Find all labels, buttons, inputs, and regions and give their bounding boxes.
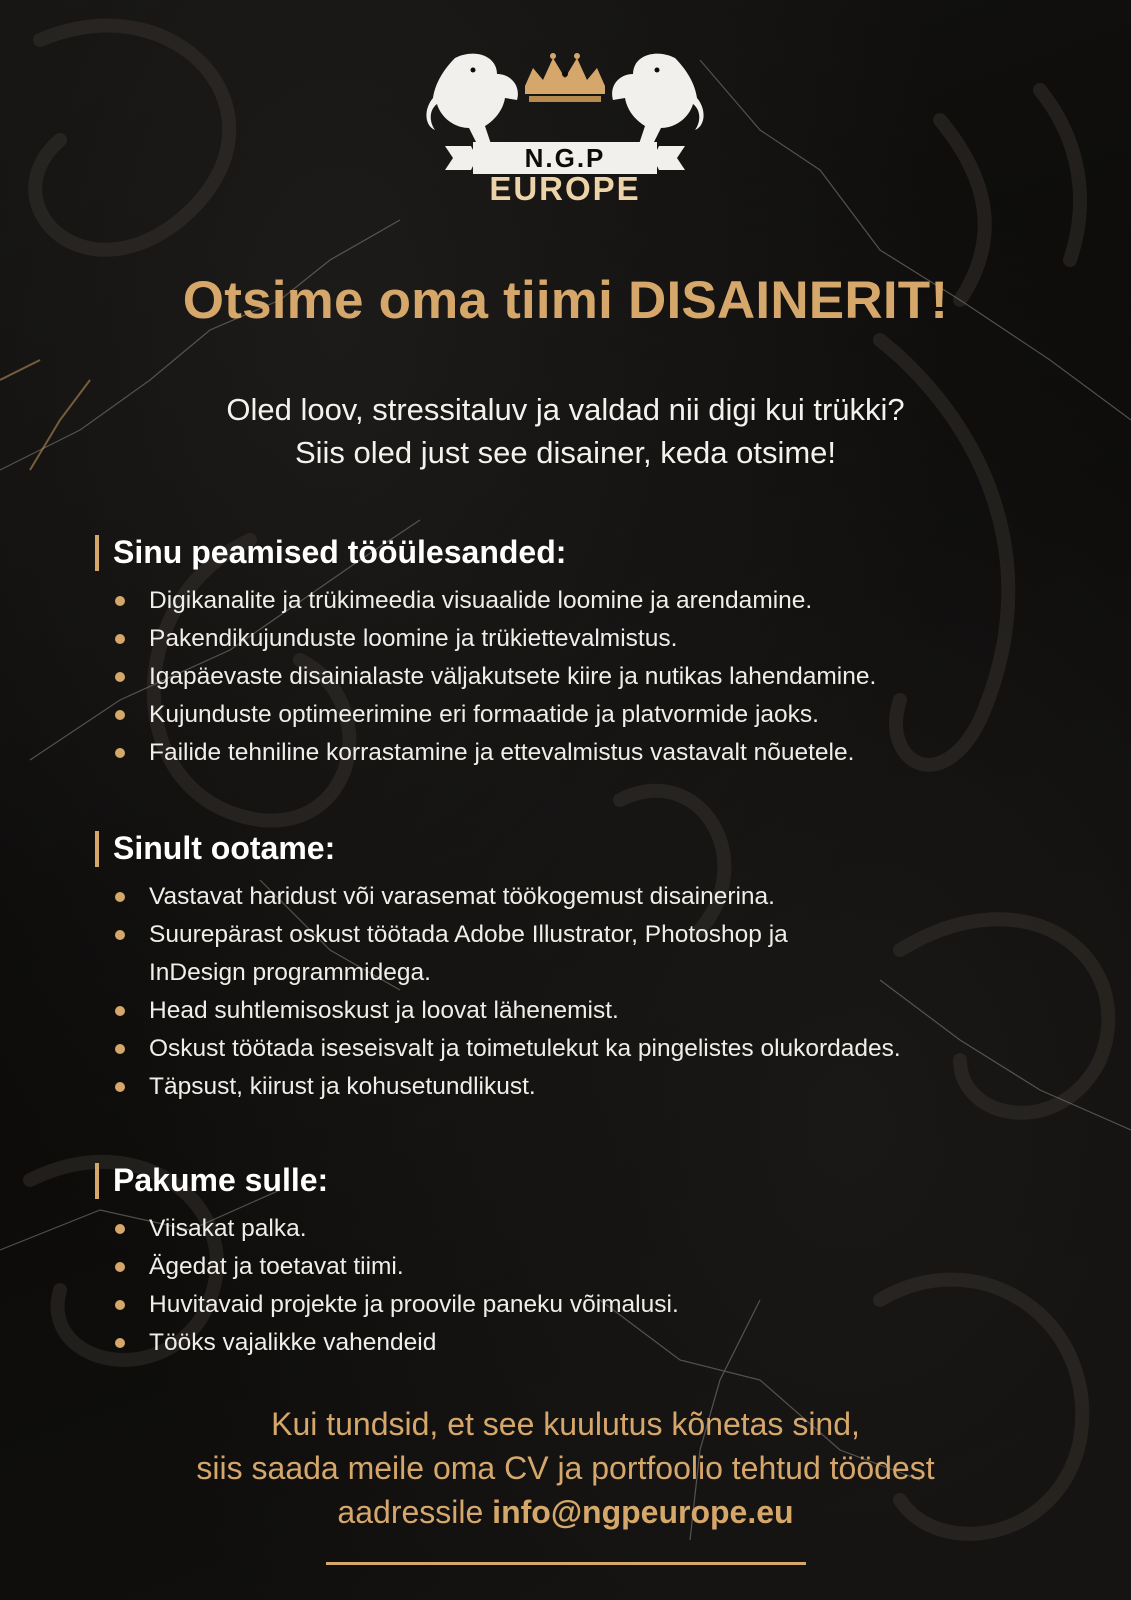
list-item-text: Huvitavaid projekte ja proovile paneku võimalusi. [149,1291,679,1318]
list-item [95,1210,1055,1248]
section-title: Sinult ootame: [113,830,336,866]
list-item-text: Viisakat palka. [149,1215,307,1242]
list-item [95,1030,1055,1068]
bullet-icon [115,710,125,720]
closing-text [0,1402,1131,1534]
list-item-text: Pakendikujunduste loomine ja trükiettevalmistus. [149,625,678,652]
section-title-wrap [95,826,1055,870]
list-item-text: Digikanalite ja trükimeedia visuaalide loomine ja arendamine. [149,587,813,614]
section-tasks [95,530,1055,772]
list-item-text: Igapäevaste disainialaste väljakutsete kiire ja nutikas lahendamine. [149,663,877,690]
section-title-wrap [95,530,1055,574]
logo-line1: N.G.P [524,143,606,173]
list-item [95,658,1055,696]
crown-icon [525,53,605,102]
list-item [95,916,1055,954]
list-item-text: Head suhtlemisoskust ja loovat lähenemist. [149,997,619,1024]
task-list [95,582,1055,772]
intro-text [0,388,1131,474]
list-item [95,878,1055,916]
list-item [95,696,1055,734]
list-item [95,1068,1055,1106]
page-title: Otsime oma tiimi DISAINERIT! [182,271,949,330]
list-item-text: Kujunduste optimeerimine eri formaatide ja platvormide jaoks. [149,701,819,728]
list-item [95,1248,1055,1286]
list-item-text: Failide tehniline korrastamine ja ettevalmistus vastavalt nõuetele. [149,739,855,766]
lion-left-icon [426,54,517,144]
expectation-list [95,878,1055,1106]
section-accent-bar [95,831,99,867]
bottom-divider [326,1562,806,1565]
list-item [95,582,1055,620]
intro-line: Oled loov, stressitaluv ja valdad nii digi kui trükki? [226,392,905,427]
closing-line: Kui tundsid, et see kuulutus kõnetas sind, [271,1406,860,1442]
bullet-icon [115,1300,125,1310]
bullet-icon [115,1082,125,1092]
list-item-text: Ägedat ja toetavat tiimi. [149,1253,404,1280]
section-title: Sinu peamised tööülesanded: [113,534,567,570]
section-accent-bar [95,1163,99,1199]
bullet-icon [115,1262,125,1272]
intro-line: Siis oled just see disainer, keda otsime! [294,435,837,470]
list-item-text: Suurepärast oskust töötada Adobe Illustrator, Photoshop ja [149,921,788,948]
bullet-icon [115,596,125,606]
list-item-text: Vastavat haridust või varasemat töökogemust disainerina. [149,883,775,910]
bullet-icon [115,634,125,644]
list-item [95,620,1055,658]
bullet-icon [115,1338,125,1348]
bullet-icon [115,672,125,682]
list-item [95,992,1055,1030]
bullet-icon [115,748,125,758]
list-item-continuation [95,954,1055,992]
list-item [95,1324,1055,1362]
list-item-text: Oskust töötada iseseisvalt ja toimetulekut ka pingelistes olukordades. [149,1035,901,1062]
list-item-text: InDesign programmidega. [149,959,431,986]
list-item [95,1286,1055,1324]
section-title: Pakume sulle: [113,1162,329,1198]
section-offer [95,1158,1055,1362]
ngp-europe-logo [425,48,705,208]
logo-line2: EUROPE [489,170,641,207]
section-expectations [95,826,1055,1106]
section-title-wrap [95,1158,1055,1202]
bullet-icon [115,1006,125,1016]
list-item-text: Tööks vajalikke vahendeid [149,1329,437,1356]
lion-right-icon [612,54,703,144]
list-item-text: Täpsust, kiirust ja kohusetundlikust. [149,1073,536,1100]
closing-line: siis saada meile oma CV ja portfoolio tehtud töödest [196,1450,935,1486]
closing-prefix: aadressile [337,1494,493,1530]
list-item [95,734,1055,772]
bullet-icon [115,930,125,940]
bullet-icon [115,1044,125,1054]
section-accent-bar [95,535,99,571]
contact-email-link[interactable]: info@ngpeurope.eu [492,1494,794,1530]
closing-line [0,1490,1131,1534]
offer-list [95,1210,1055,1362]
bullet-icon [115,892,125,902]
bullet-icon [115,1224,125,1234]
